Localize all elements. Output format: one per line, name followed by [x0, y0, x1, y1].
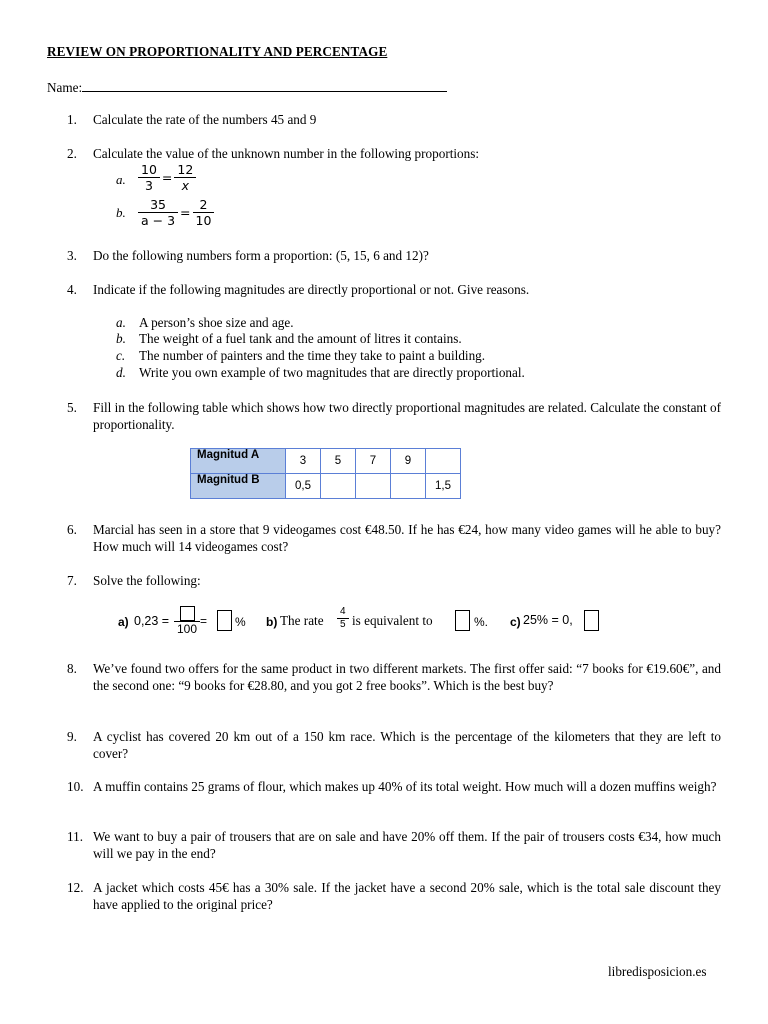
list-item [116, 331, 462, 348]
denominator: x [181, 178, 190, 193]
question-number: 12. [67, 880, 84, 895]
item-label: a. [116, 172, 126, 187]
answer-box[interactable] [455, 610, 470, 631]
question-text: Marcial has seen in a store that 9 videogames cost €48.50. If he has €24, how many video games will he able to buy? How much will 14 videogames cost? [93, 522, 721, 554]
question-8 [67, 660, 721, 694]
item-text: The number of painters and the time they take to paint a building. [139, 348, 486, 363]
table-cell: 7 [356, 449, 391, 474]
question-9 [67, 728, 721, 762]
numerator: 35 [138, 197, 178, 213]
question-number: 6. [67, 522, 77, 537]
equals-sign: = [161, 170, 173, 185]
question-number: 1. [67, 112, 77, 127]
question-text: A jacket which costs 45€ has a 30% sale. If the jacket have a second 20% sale, which is the total sale discount they have applied to the original price? [93, 880, 721, 912]
table-cell: 9 [391, 449, 426, 474]
table-cell-blank[interactable] [321, 474, 356, 499]
question-5 [67, 399, 721, 433]
question-text: A muffin contains 25 grams of flour, which makes up 40% of its total weight. How much will a dozen muffins weigh? [93, 779, 717, 794]
rate-text: The rate [280, 613, 324, 628]
item-text: Write you own example of two magnitudes that are directly proportional. [139, 365, 525, 380]
question-7 [67, 572, 721, 589]
proportion-a [138, 162, 196, 193]
answer-box[interactable] [584, 610, 599, 631]
denominator: 10 [195, 213, 212, 228]
item-label: a) [118, 615, 129, 629]
numerator: 4 [337, 606, 349, 619]
question-text: We’ve found two offers for the same product in two different markets. The first offer said: “7 books for €19.60€”, and the second one: “9 books for €28.80, and you got 2 free books”. Which is the best buy? [93, 661, 721, 693]
item-text: The weight of a fuel tank and the amount of litres it contains. [139, 331, 462, 346]
table-row [191, 449, 461, 474]
question-12 [67, 879, 721, 913]
list-item [116, 348, 485, 365]
question-number: 4. [67, 282, 77, 297]
row-header: Magnitud B [191, 474, 286, 499]
question-number: 9. [67, 729, 77, 744]
table-cell-blank[interactable] [356, 474, 391, 499]
question-4 [67, 281, 721, 298]
equals-sign: = [200, 614, 208, 628]
solve-exercises [118, 606, 718, 640]
question-text: A cyclist has covered 20 km out of a 150 km race. Which is the percentage of the kilometers that they are left to cover? [93, 729, 721, 761]
item-label: b. [116, 205, 126, 220]
table-cell: 1,5 [426, 474, 461, 499]
table-cell: 3 [286, 449, 321, 474]
question-number: 5. [67, 400, 77, 415]
name-field[interactable] [47, 78, 447, 96]
question-text: Indicate if the following magnitudes are directly proportional or not. Give reasons. [93, 282, 530, 297]
page-title: REVIEW ON PROPORTIONALITY AND PERCENTAGE [47, 44, 388, 59]
proportion-table [190, 448, 461, 499]
item-label: b) [266, 615, 278, 629]
list-item [116, 315, 294, 332]
question-number: 8. [67, 661, 77, 676]
name-label: Name: [47, 80, 83, 95]
table-row [191, 474, 461, 499]
item-label: b. [116, 331, 126, 346]
numerator: 12 [174, 162, 196, 178]
fraction [337, 606, 349, 631]
numerator: 10 [138, 162, 160, 178]
item-label: c) [510, 615, 521, 629]
table-cell: 5 [321, 449, 356, 474]
question-text: Calculate the value of the unknown number in the following proportions: [93, 146, 480, 161]
fraction [174, 606, 200, 637]
fraction [193, 197, 215, 228]
table-cell-blank[interactable] [391, 474, 426, 499]
item-label: c. [116, 348, 126, 363]
question-number: 10. [67, 779, 84, 794]
question-text: Fill in the following table which shows how two directly proportional magnitudes are related. Calculate the constant of proportionality. [93, 400, 721, 432]
question-number: 2. [67, 146, 77, 161]
question-10 [67, 778, 721, 795]
proportion-b [138, 197, 214, 228]
percent-sign: % [235, 615, 246, 629]
question-number: 7. [67, 573, 77, 588]
percent-sign: %. [474, 615, 489, 629]
decimal-value: 0,23 = [134, 614, 170, 628]
list-item [116, 365, 525, 382]
fraction [138, 197, 178, 228]
question-text: We want to buy a pair of trousers that are on sale and have 20% off them. If the pair of trousers costs €34, how much will we pay in the end? [93, 829, 721, 861]
footer-source: libredisposicion.es [608, 964, 707, 979]
denominator: 100 [177, 622, 198, 637]
equals-sign: = [180, 205, 191, 220]
item-text: A person’s shoe size and age. [139, 315, 294, 330]
denominator: 5 [340, 619, 346, 630]
numerator-box[interactable] [174, 606, 200, 622]
denominator: a − 3 [141, 213, 176, 228]
answer-box[interactable] [217, 610, 232, 631]
question-text: Calculate the rate of the numbers 45 and 9 [93, 112, 317, 127]
numerator: 2 [193, 197, 215, 213]
question-3 [67, 247, 721, 264]
fraction [174, 162, 196, 193]
name-line[interactable] [82, 78, 447, 92]
fraction [138, 162, 160, 193]
question-1 [67, 111, 721, 128]
percent-equation: 25% = 0, [523, 613, 573, 627]
equivalent-text: is equivalent to [352, 613, 433, 628]
question-2 [67, 145, 721, 162]
question-6 [67, 521, 721, 555]
denominator: 3 [144, 178, 153, 193]
row-header: Magnitud A [191, 449, 286, 474]
question-text: Do the following numbers form a proportion: (5, 15, 6 and 12)? [93, 248, 429, 263]
item-label: d. [116, 365, 126, 380]
question-text: Solve the following: [93, 573, 201, 588]
question-number: 3. [67, 248, 77, 263]
question-number: 11. [67, 829, 83, 844]
item-label: a. [116, 315, 126, 330]
table-cell: 0,5 [286, 474, 321, 499]
question-11 [67, 828, 721, 862]
table-cell-blank[interactable] [426, 449, 461, 474]
